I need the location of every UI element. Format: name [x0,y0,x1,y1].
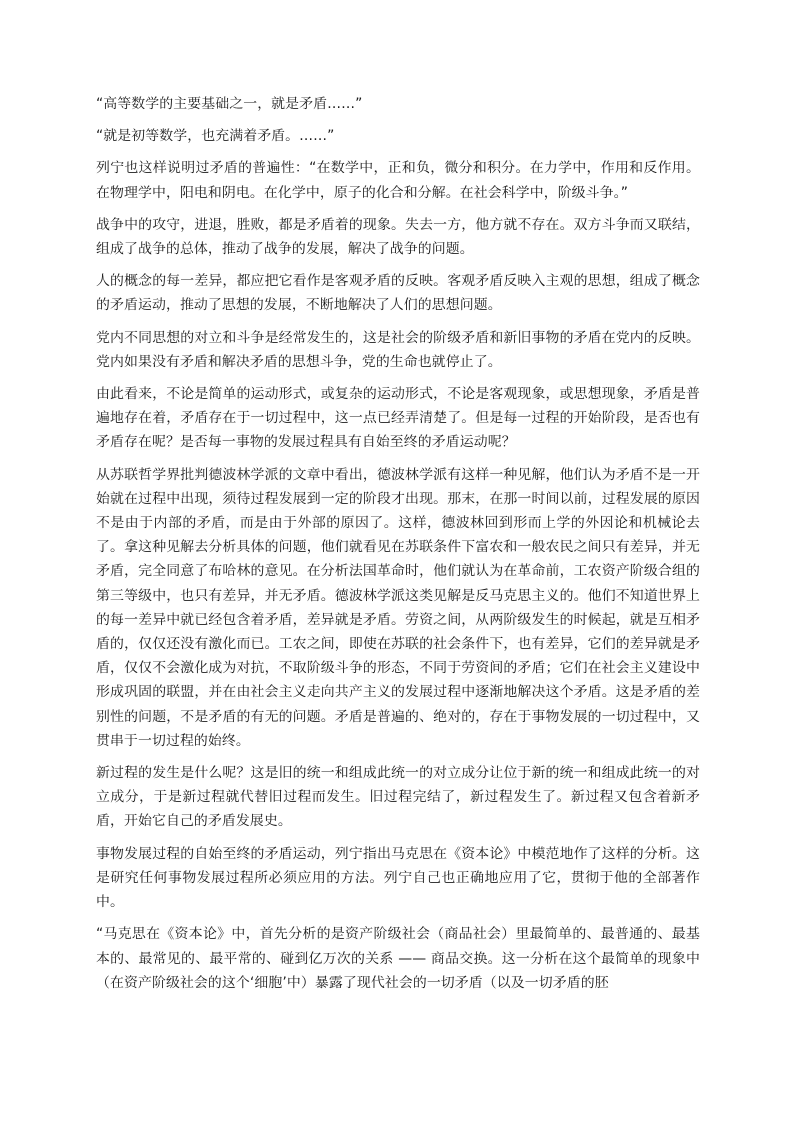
paragraph: 由此看来，不论是简单的运动形式，或复杂的运动形式，不论是客观现象，或思想现象，矛盾是普遍地存在着，矛盾存在于一切过程中，这一点已经弄清楚了。但是每一过程的开始阶段，是否也有矛盾存在呢？是否每一事物的发展过程具有自始至终的矛盾运动呢？ [96,386,700,451]
paragraph: 列宁也这样说明过矛盾的普遍性：“在数学中，正和负，微分和积分。在力学中，作用和反作用。在物理学中，阳电和阴电。在化学中，原子的化合和分解。在社会科学中，阶级斗争。” [96,160,700,201]
paragraph: 新过程的发生是什么呢？这是旧的统一和组成此统一的对立成分让位于新的统一和组成此统一的对立成分，于是新过程就代替旧过程而发生。旧过程完结了，新过程发生了。新过程又包含着新矛盾，开始它自己的矛盾发展史。 [96,765,700,830]
paragraph: 事物发展过程的自始至终的矛盾运动，列宁指出马克思在《资本论》中模范地作了这样的分析。这是研究任何事物发展过程所必须应用的方法。列宁自己也正确地应用了它，贯彻于他的全部著作中。 [96,845,700,911]
paragraph: “马克思在《资本论》中，首先分析的是资产阶级社会（商品社会）里最简单的、最普通的、最基本的、最常见的、最平常的、碰到亿万次的关系 —— 商品交换。这一分析在这个最简单的现象中（在资产阶级社会的这个‘细胞’中）暴露了现代社会的一切矛盾（以及一切矛盾的胚 [96,926,700,991]
paragraph: 人的概念的每一差异，都应把它看作是客观矛盾的反映。客观矛盾反映入主观的思想，组成了概念的矛盾运动，推动了思想的发展，不断地解决了人们的思想问题。 [96,273,700,314]
paragraph: 战争中的攻守，进退，胜败，都是矛盾着的现象。失去一方，他方就不存在。双方斗争而又联结，组成了战争的总体，推动了战争的发展，解决了战争的问题。 [96,216,700,258]
paragraph: “就是初等数学，也充满着矛盾。……” [96,128,335,145]
paragraph: 党内不同思想的对立和斗争是经常发生的，这是社会的阶级矛盾和新旧事物的矛盾在党内的反映。党内如果没有矛盾和解决矛盾的思想斗争，党的生命也就停止了。 [96,329,700,370]
document-body [96,92,700,1003]
paragraph: 从苏联哲学界批判德波林学派的文章中看出，德波林学派有这样一种见解，他们认为矛盾不是一开始就在过程中出现，须待过程发展到一定的阶段才出现。那末，在那一时间以前，过程发展的原因不是由于内部的矛盾，而是由于外部的原因了。这样，德波林回到形而上学的外因论和机械论去了。拿这种见解去分析具体的问题，他们就看见在苏联条件下富农和一般农民之间只有差异，并无矛盾，完全同意了布哈林的意见。在分析法国革命时，他们就认为在革命前，工农资产阶级合组的第三等级中，也只有差异，并无矛盾。德波林学派这类见解是反马克思主义的。他们不知道世界上的每一差异中就已经包含着矛盾，差异就是矛盾。劳资之间，从两阶级发生的时候起，就是互相矛盾的，仅仅还没有激化而已。工农之间，即使在苏联的社会条件下，也有差异，它们的差异就是矛盾，仅仅不会激化成为对抗，不取阶级斗争的形态，不同于劳资间的矛盾；它们在社会主义建设中形成巩固的联盟，并在由社会主义走向共产主义的发展过程中逐渐地解决这个矛盾。这是矛盾的差别性的问题，不是矛盾的有无的问题。矛盾是普遍的、绝对的，存在于事物发展的一切过程中，又贯串于一切过程的始终。 [96,466,700,749]
paragraph: “高等数学的主要基础之一，就是矛盾……” [96,96,363,112]
